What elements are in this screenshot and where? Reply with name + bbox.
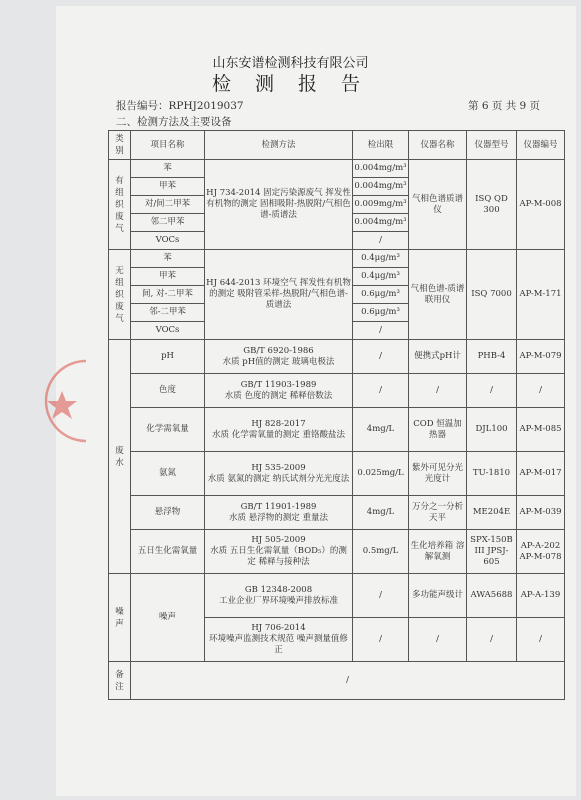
limit-cell: / [353, 574, 409, 618]
item-name: 甲苯 [131, 268, 205, 286]
item-name: VOCs [131, 322, 205, 340]
method-description: 环境噪声监测技术规范 噪声测量值修正 [209, 634, 348, 655]
model-cell: / [467, 374, 517, 408]
instrument-cell: 多功能声级计 [409, 574, 467, 618]
table-header-row [109, 131, 565, 160]
limit-cell: 0.004mg/m³ [353, 160, 409, 178]
instrument-cell: COD 恒温加热器 [409, 408, 467, 452]
limit-cell: 0.5mg/L [353, 530, 409, 574]
method-cell [205, 408, 353, 452]
item-name: 苯 [131, 160, 205, 178]
method-cell [205, 574, 353, 618]
item-name: 苯 [131, 250, 205, 268]
limit-cell: / [353, 340, 409, 374]
method-standard: GB 12348-2008 [244, 584, 313, 595]
item-name: pH [131, 340, 205, 374]
red-seal-stamp [26, 355, 92, 447]
method-cell [205, 496, 353, 530]
limit-cell: 0.004mg/m³ [353, 214, 409, 232]
model-cell: / [467, 618, 517, 662]
item-name: 邻二甲苯 [131, 214, 205, 232]
method-cell: HJ 734-2014 固定污染源废气 挥发性有机物的测定 固相吸附-热脱附/气相色谱-质谱法 [205, 160, 353, 250]
method-standard: GB/T 6920-1986 [243, 345, 314, 356]
model-cell: ISQ 7000 [467, 250, 517, 340]
item-name: 邻-二甲苯 [131, 304, 205, 322]
item-name: 五日生化需氧量 [131, 530, 205, 574]
method-cell [205, 530, 353, 574]
model-cell: ISQ QD 300 [467, 160, 517, 250]
table-row [109, 530, 565, 574]
limit-cell: 0.6μg/m³ [353, 304, 409, 322]
method-standard: HJ 535-2009 [251, 462, 306, 473]
table-row [109, 250, 565, 268]
remarks-label: 备注 [109, 662, 131, 700]
code-cell: AP-A-202 AP-M-078 [517, 530, 565, 574]
item-name: 悬浮物 [131, 496, 205, 530]
method-description: 水质 pH值的测定 玻璃电极法 [222, 356, 335, 367]
method-description: 工业企业厂界环境噪声排放标准 [218, 595, 338, 606]
method-cell: HJ 644-2013 环境空气 挥发性有机物的测定 吸附管采样-热脱附/气相色谱-质谱法 [205, 250, 353, 340]
report-title: 检 测 报 告 [211, 73, 370, 95]
model-cell: SPX-150B III JPSJ-605 [467, 530, 517, 574]
methods-equipment-table [108, 130, 565, 700]
code-cell: AP-M-171 [517, 250, 565, 340]
limit-cell: / [353, 618, 409, 662]
model-cell: AWA5688 [467, 574, 517, 618]
limit-cell: 0.6μg/m³ [353, 286, 409, 304]
method-description: 水质 氨氮的测定 纳氏试剂分光光度法 [207, 473, 350, 484]
header-model: 仪器型号 [467, 131, 517, 160]
method-description: 水质 悬浮物的测定 重量法 [229, 512, 328, 523]
table-row [109, 452, 565, 496]
category-water: 废水 [109, 340, 131, 574]
limit-cell: 0.4μg/m³ [353, 268, 409, 286]
table-row [109, 408, 565, 452]
instrument-cell: 紫外可见分光光度计 [409, 452, 467, 496]
item-name: 对/间二甲苯 [131, 196, 205, 214]
limit-cell: / [353, 374, 409, 408]
limit-cell: 4mg/L [353, 496, 409, 530]
item-name: 氨氮 [131, 452, 205, 496]
model-cell: TU-1810 [467, 452, 517, 496]
report-number: 报告编号：RPHJ2019037 [116, 100, 244, 112]
code-cell: / [517, 374, 565, 408]
item-name: 化学需氧量 [131, 408, 205, 452]
category-unorganized: 无组织废气 [109, 250, 131, 340]
limit-cell: 0.025mg/L [353, 452, 409, 496]
limit-cell: / [353, 322, 409, 340]
item-name: 噪声 [131, 574, 205, 662]
instrument-cell: 气相色谱质谱仪 [409, 160, 467, 250]
method-description: 水质 化学需氧量的测定 重铬酸盐法 [212, 429, 345, 440]
table-row [109, 374, 565, 408]
table-row [109, 574, 565, 618]
code-cell: AP-M-079 [517, 340, 565, 374]
category-organized: 有组织废气 [109, 160, 131, 250]
method-description: 水质 色度的测定 稀释倍数法 [224, 390, 333, 401]
method-cell [205, 340, 353, 374]
instrument-cell: 生化培养箱 溶解氧测 [409, 530, 467, 574]
instrument-cell: 万分之一分析天平 [409, 496, 467, 530]
limit-cell: / [353, 232, 409, 250]
table-row [109, 340, 565, 374]
model-cell: DJL100 [467, 408, 517, 452]
header-code: 仪器编号 [517, 131, 565, 160]
company-name: 山东安谱检测科技有限公司 [212, 56, 369, 71]
page-info: 第 6 页 共 9 页 [468, 100, 541, 112]
model-cell: ME204E [467, 496, 517, 530]
code-cell: AP-M-017 [517, 452, 565, 496]
code-cell: / [517, 618, 565, 662]
header-category: 类别 [109, 131, 131, 160]
remarks-row [109, 662, 565, 700]
code-cell: AP-M-008 [517, 160, 565, 250]
instrument-cell: / [409, 374, 467, 408]
method-standard: GB/T 11903-1989 [240, 379, 317, 390]
code-cell: AP-A-139 [517, 574, 565, 618]
method-standard: GB/T 11901-1989 [240, 501, 317, 512]
item-name: 间, 对-二甲苯 [131, 286, 205, 304]
method-standard: HJ 706-2014 [251, 623, 306, 633]
table-row [109, 160, 565, 178]
method-standard: HJ 828-2017 [251, 418, 306, 429]
method-standard: HJ 505-2009 [251, 535, 306, 545]
header-method: 检测方法 [205, 131, 353, 160]
limit-cell: 0.4μg/m³ [353, 250, 409, 268]
limit-cell: 0.004mg/m³ [353, 178, 409, 196]
method-cell [205, 452, 353, 496]
code-cell: AP-M-039 [517, 496, 565, 530]
remarks-value: / [131, 662, 565, 700]
instrument-cell: 气相色谱-质谱联用仪 [409, 250, 467, 340]
code-cell: AP-M-085 [517, 408, 565, 452]
model-cell: PHB-4 [467, 340, 517, 374]
header-item: 项目名称 [131, 131, 205, 160]
method-cell [205, 618, 353, 662]
instrument-cell: 便携式pH计 [409, 340, 467, 374]
item-name: VOCs [131, 232, 205, 250]
section-title: 二、检测方法及主要设备 [116, 116, 232, 128]
category-noise: 噪声 [109, 574, 131, 662]
header-instrument: 仪器名称 [409, 131, 467, 160]
header-limit: 检出限 [353, 131, 409, 160]
method-cell [205, 374, 353, 408]
method-description: 水质 五日生化需氧量（BOD₅）的测定 稀释与接种法 [210, 546, 347, 567]
item-name: 色度 [131, 374, 205, 408]
item-name: 甲苯 [131, 178, 205, 196]
table-row [109, 496, 565, 530]
instrument-cell: / [409, 618, 467, 662]
limit-cell: 4mg/L [353, 408, 409, 452]
limit-cell: 0.009mg/m³ [353, 196, 409, 214]
